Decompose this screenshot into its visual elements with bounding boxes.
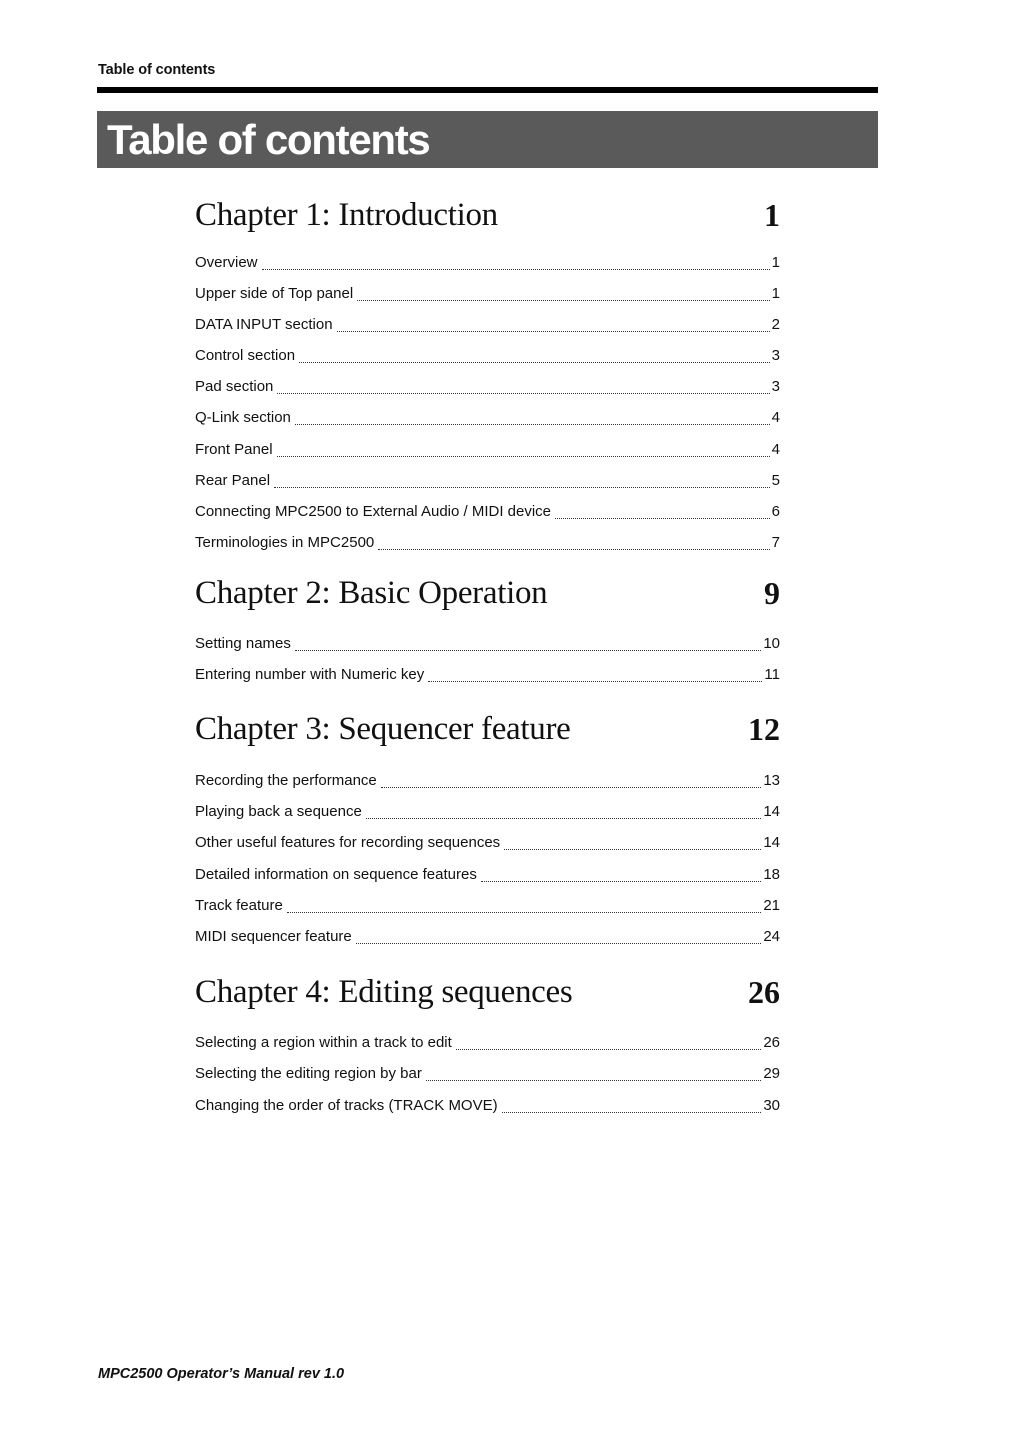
toc-entry[interactable] [195,315,780,335]
entry-title: Rear Panel [195,472,271,489]
chapter-title: Chapter 1: Introduction [195,197,498,233]
entry-page-number: 26 [763,1034,780,1051]
toc-entry[interactable] [195,896,780,916]
toc-entry[interactable] [195,408,780,428]
chapter-heading[interactable] [195,972,780,1012]
dot-leader [555,518,770,519]
chapter-page-number: 9 [764,575,780,611]
dot-leader [337,331,770,332]
dot-leader [274,487,770,488]
chapter-heading[interactable] [195,709,780,749]
chapter-title: Chapter 3: Sequencer feature [195,711,571,747]
entry-page-number: 24 [763,928,780,945]
entry-title: Control section [195,347,296,364]
toc-entry[interactable] [195,665,780,685]
entry-title: Front Panel [195,441,273,458]
page-title: Table of contents [107,116,430,163]
entry-page-number: 13 [763,772,780,789]
entry-title: Q-Link section [195,409,291,426]
dot-leader [426,1080,761,1081]
dot-leader [262,269,770,270]
toc-entry[interactable] [195,502,780,522]
toc-entry[interactable] [195,1064,780,1084]
chapter-title: Chapter 4: Editing sequences [195,974,573,1010]
entry-title: Selecting the editing region by bar [195,1065,422,1082]
toc-entry[interactable] [195,771,780,791]
entry-page-number: 11 [764,666,780,683]
entry-page-number: 14 [763,834,780,851]
dot-leader [502,1112,762,1113]
entry-page-number: 1 [771,254,780,271]
chapter-page-number: 12 [748,711,780,747]
entry-title: MIDI sequencer feature [195,928,352,945]
entry-page-number: 5 [771,472,780,489]
dot-leader [299,362,770,363]
entry-title: Overview [195,254,258,271]
running-head: Table of contents [98,62,216,78]
chapter-page-number: 1 [764,197,780,233]
entry-page-number: 29 [763,1065,780,1082]
title-banner [97,111,878,168]
toc-entry[interactable] [195,1096,780,1116]
entry-title: Track feature [195,897,283,914]
dot-leader [481,881,761,882]
chapter-title: Chapter 2: Basic Operation [195,575,548,611]
entry-title: Recording the performance [195,772,377,789]
entry-page-number: 18 [763,866,780,883]
chapter-page-number: 26 [748,974,780,1010]
toc-entry[interactable] [195,471,780,491]
dot-leader [277,456,770,457]
toc-entry[interactable] [195,253,780,273]
dot-leader [295,650,761,651]
dot-leader [504,849,761,850]
toc-entry[interactable] [195,833,780,853]
dot-leader [428,681,762,682]
entry-page-number: 30 [763,1097,780,1114]
toc-entry[interactable] [195,802,780,822]
entry-title: Entering number with Numeric key [195,666,425,683]
entry-title: Detailed information on sequence features [195,866,477,883]
toc-entry[interactable] [195,346,780,366]
header-rule [97,87,878,93]
entry-title: Connecting MPC2500 to External Audio / MIDI device [195,503,552,520]
entry-title: Selecting a region within a track to edit [195,1034,452,1051]
entry-title: Other useful features for recording sequences [195,834,501,851]
chapter-heading[interactable] [195,195,780,235]
page-footer: MPC2500 Operator’s Manual rev 1.0 [98,1366,345,1382]
dot-leader [356,943,762,944]
dot-leader [366,818,762,819]
entry-page-number: 3 [771,347,780,364]
toc-entry[interactable] [195,284,780,304]
toc-entry[interactable] [195,440,780,460]
dot-leader [378,549,769,550]
entry-title: Changing the order of tracks (TRACK MOVE) [195,1097,498,1114]
entry-page-number: 1 [771,285,780,302]
toc-entry[interactable] [195,1033,780,1053]
dot-leader [456,1049,762,1050]
toc-entry[interactable] [195,865,780,885]
dot-leader [287,912,762,913]
entry-title: Playing back a sequence [195,803,362,820]
dot-leader [295,424,770,425]
entry-page-number: 6 [771,503,780,520]
entry-page-number: 10 [763,635,780,652]
dot-leader [277,393,769,394]
dot-leader [357,300,769,301]
toc-entry[interactable] [195,927,780,947]
entry-page-number: 21 [763,897,780,914]
entry-page-number: 2 [771,316,780,333]
entry-page-number: 7 [771,534,780,551]
entry-title: Pad section [195,378,274,395]
entry-page-number: 4 [771,409,780,426]
chapter-heading[interactable] [195,573,780,613]
toc-entry[interactable] [195,634,780,654]
entry-page-number: 4 [771,441,780,458]
dot-leader [381,787,762,788]
entry-title: Upper side of Top panel [195,285,354,302]
toc-entry[interactable] [195,533,780,553]
entry-page-number: 3 [771,378,780,395]
toc-entry[interactable] [195,377,780,397]
entry-page-number: 14 [763,803,780,820]
entry-title: DATA INPUT section [195,316,333,333]
entry-title: Terminologies in MPC2500 [195,534,375,551]
entry-title: Setting names [195,635,291,652]
